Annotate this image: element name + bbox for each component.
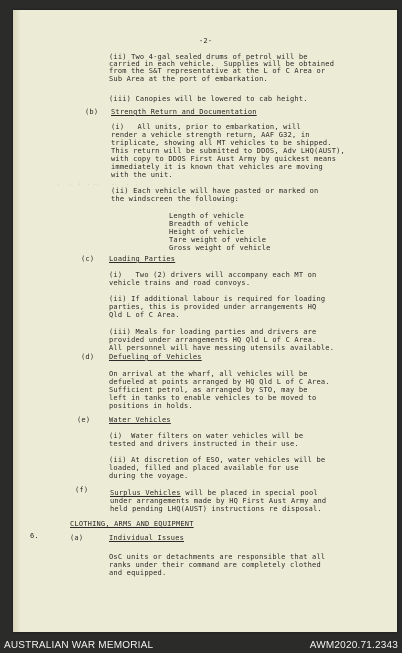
- section-marker: (c): [81, 255, 95, 263]
- document-page: [13, 10, 397, 632]
- text-line: Breadth of vehicle: [169, 220, 249, 228]
- text-line: (ii) At discretion of ESO, water vehicles will be: [109, 456, 326, 464]
- section-marker: (d): [81, 353, 95, 361]
- text-line: (i) Two (2) drivers will accompany each MT on: [109, 271, 317, 279]
- text-line: immediately it is known that vehicles are moving: [111, 163, 323, 171]
- section-marker: (b): [85, 108, 99, 116]
- chapter-heading: CLOTHING, ARMS AND EQUIPMENT: [70, 520, 194, 528]
- text-line: (i) All units, prior to embarkation, will: [111, 123, 301, 131]
- text-line: loaded, filled and placed available for use: [109, 464, 299, 472]
- text-line: Height of vehicle: [169, 228, 245, 236]
- section-marker: (e): [77, 416, 91, 424]
- text-line: (ii) Two 4-gal sealed drums of petrol will be: [109, 53, 308, 61]
- text-line: OsC units or detachments are responsible that all: [109, 553, 326, 561]
- text-line: the windscreen the following:: [111, 195, 240, 203]
- text-line: parties, this is provided under arrangements HQ: [109, 303, 317, 311]
- text-line: triplicate, showing all MT vehicles to be shipped.: [111, 139, 332, 147]
- text-line: (i) Water filters on water vehicles will be: [109, 432, 304, 440]
- section-marker: (f): [75, 486, 89, 494]
- page-number: -2-: [199, 37, 213, 45]
- text-line: Sufficient petrol, as arranged by STO, may be: [109, 386, 308, 394]
- text-line: render a vehicle strength return, AAF G32, in: [111, 131, 310, 139]
- text-line: vehicle trains and road convoys.: [109, 279, 251, 287]
- footer-accession-number: AWM2020.71.2343: [309, 640, 398, 651]
- text-line: Tare weight of vehicle: [169, 236, 267, 244]
- text-line: All personnel will have messing utensils available.: [109, 344, 335, 352]
- text-line: left in tanks to enable vehicles to be moved to: [109, 394, 317, 402]
- page-edge-shadow: [13, 10, 21, 632]
- text-line: (iii) Canopies will be lowered to cab height.: [109, 95, 308, 103]
- text-line: carried in each vehicle. Supplies will be obtained: [109, 60, 335, 68]
- section-heading: Water Vehicles: [109, 416, 171, 424]
- text-line: provided under arrangements HQ Qld L of C Area.: [109, 336, 317, 344]
- text-line: during the voyage.: [109, 472, 189, 480]
- text-line: Length of vehicle: [169, 212, 245, 220]
- text-line: held pending LHQ(AUST) instructions re disposal.: [110, 505, 322, 513]
- text-line: tested and drivers instructed in their use.: [109, 440, 299, 448]
- paragraph-number: 6.: [30, 532, 39, 540]
- text-line: under arrangements made by HQ First Aust Army and: [110, 497, 327, 505]
- section-heading: Surplus Vehicles: [110, 489, 181, 497]
- section-heading: Loading Parties: [109, 255, 176, 263]
- bleed-through: . . : . .. .. . .: [57, 181, 139, 187]
- footer-credit: AUSTRALIAN WAR MEMORIAL: [4, 640, 154, 651]
- text-line: Gross weight of vehicle: [169, 244, 271, 252]
- section-heading: Strength Return and Documentation: [111, 108, 257, 116]
- text-line: will be placed in special pool: [181, 489, 318, 497]
- text-line: from the S&T representative at the L of C Area or: [109, 67, 326, 75]
- section-marker: (a): [70, 534, 84, 542]
- text-line: positions in holds.: [109, 402, 193, 410]
- text-line: Sub Area at the port of embarkation.: [109, 75, 268, 83]
- text-line: and equipped.: [109, 569, 167, 577]
- section-heading: Individual Issues: [109, 534, 185, 542]
- text-line: with copy to DDOS First Aust Army by quickest means: [111, 155, 337, 163]
- text-line: (ii) If additional labour is required for loading: [109, 295, 326, 303]
- text-line: This return will be submitted to DDOS, Adv LHQ(AUST),: [111, 147, 345, 155]
- text-line: ranks under their command are completely clothed: [109, 561, 321, 569]
- section-heading: Defueling of Vehicles: [109, 353, 202, 361]
- text-line: On arrival at the wharf, all vehicles will be: [109, 370, 308, 378]
- text-line: Qld L of C Area.: [109, 311, 180, 319]
- text-line: with the unit.: [111, 171, 173, 179]
- text-line: (ii) Each vehicle will have pasted or marked on: [111, 187, 319, 195]
- text-line: defueled at points arranged by HQ Qld L of C Area.: [109, 378, 330, 386]
- text-line: (iii) Meals for loading parties and drivers are: [109, 328, 317, 336]
- footer-bar: [0, 637, 402, 653]
